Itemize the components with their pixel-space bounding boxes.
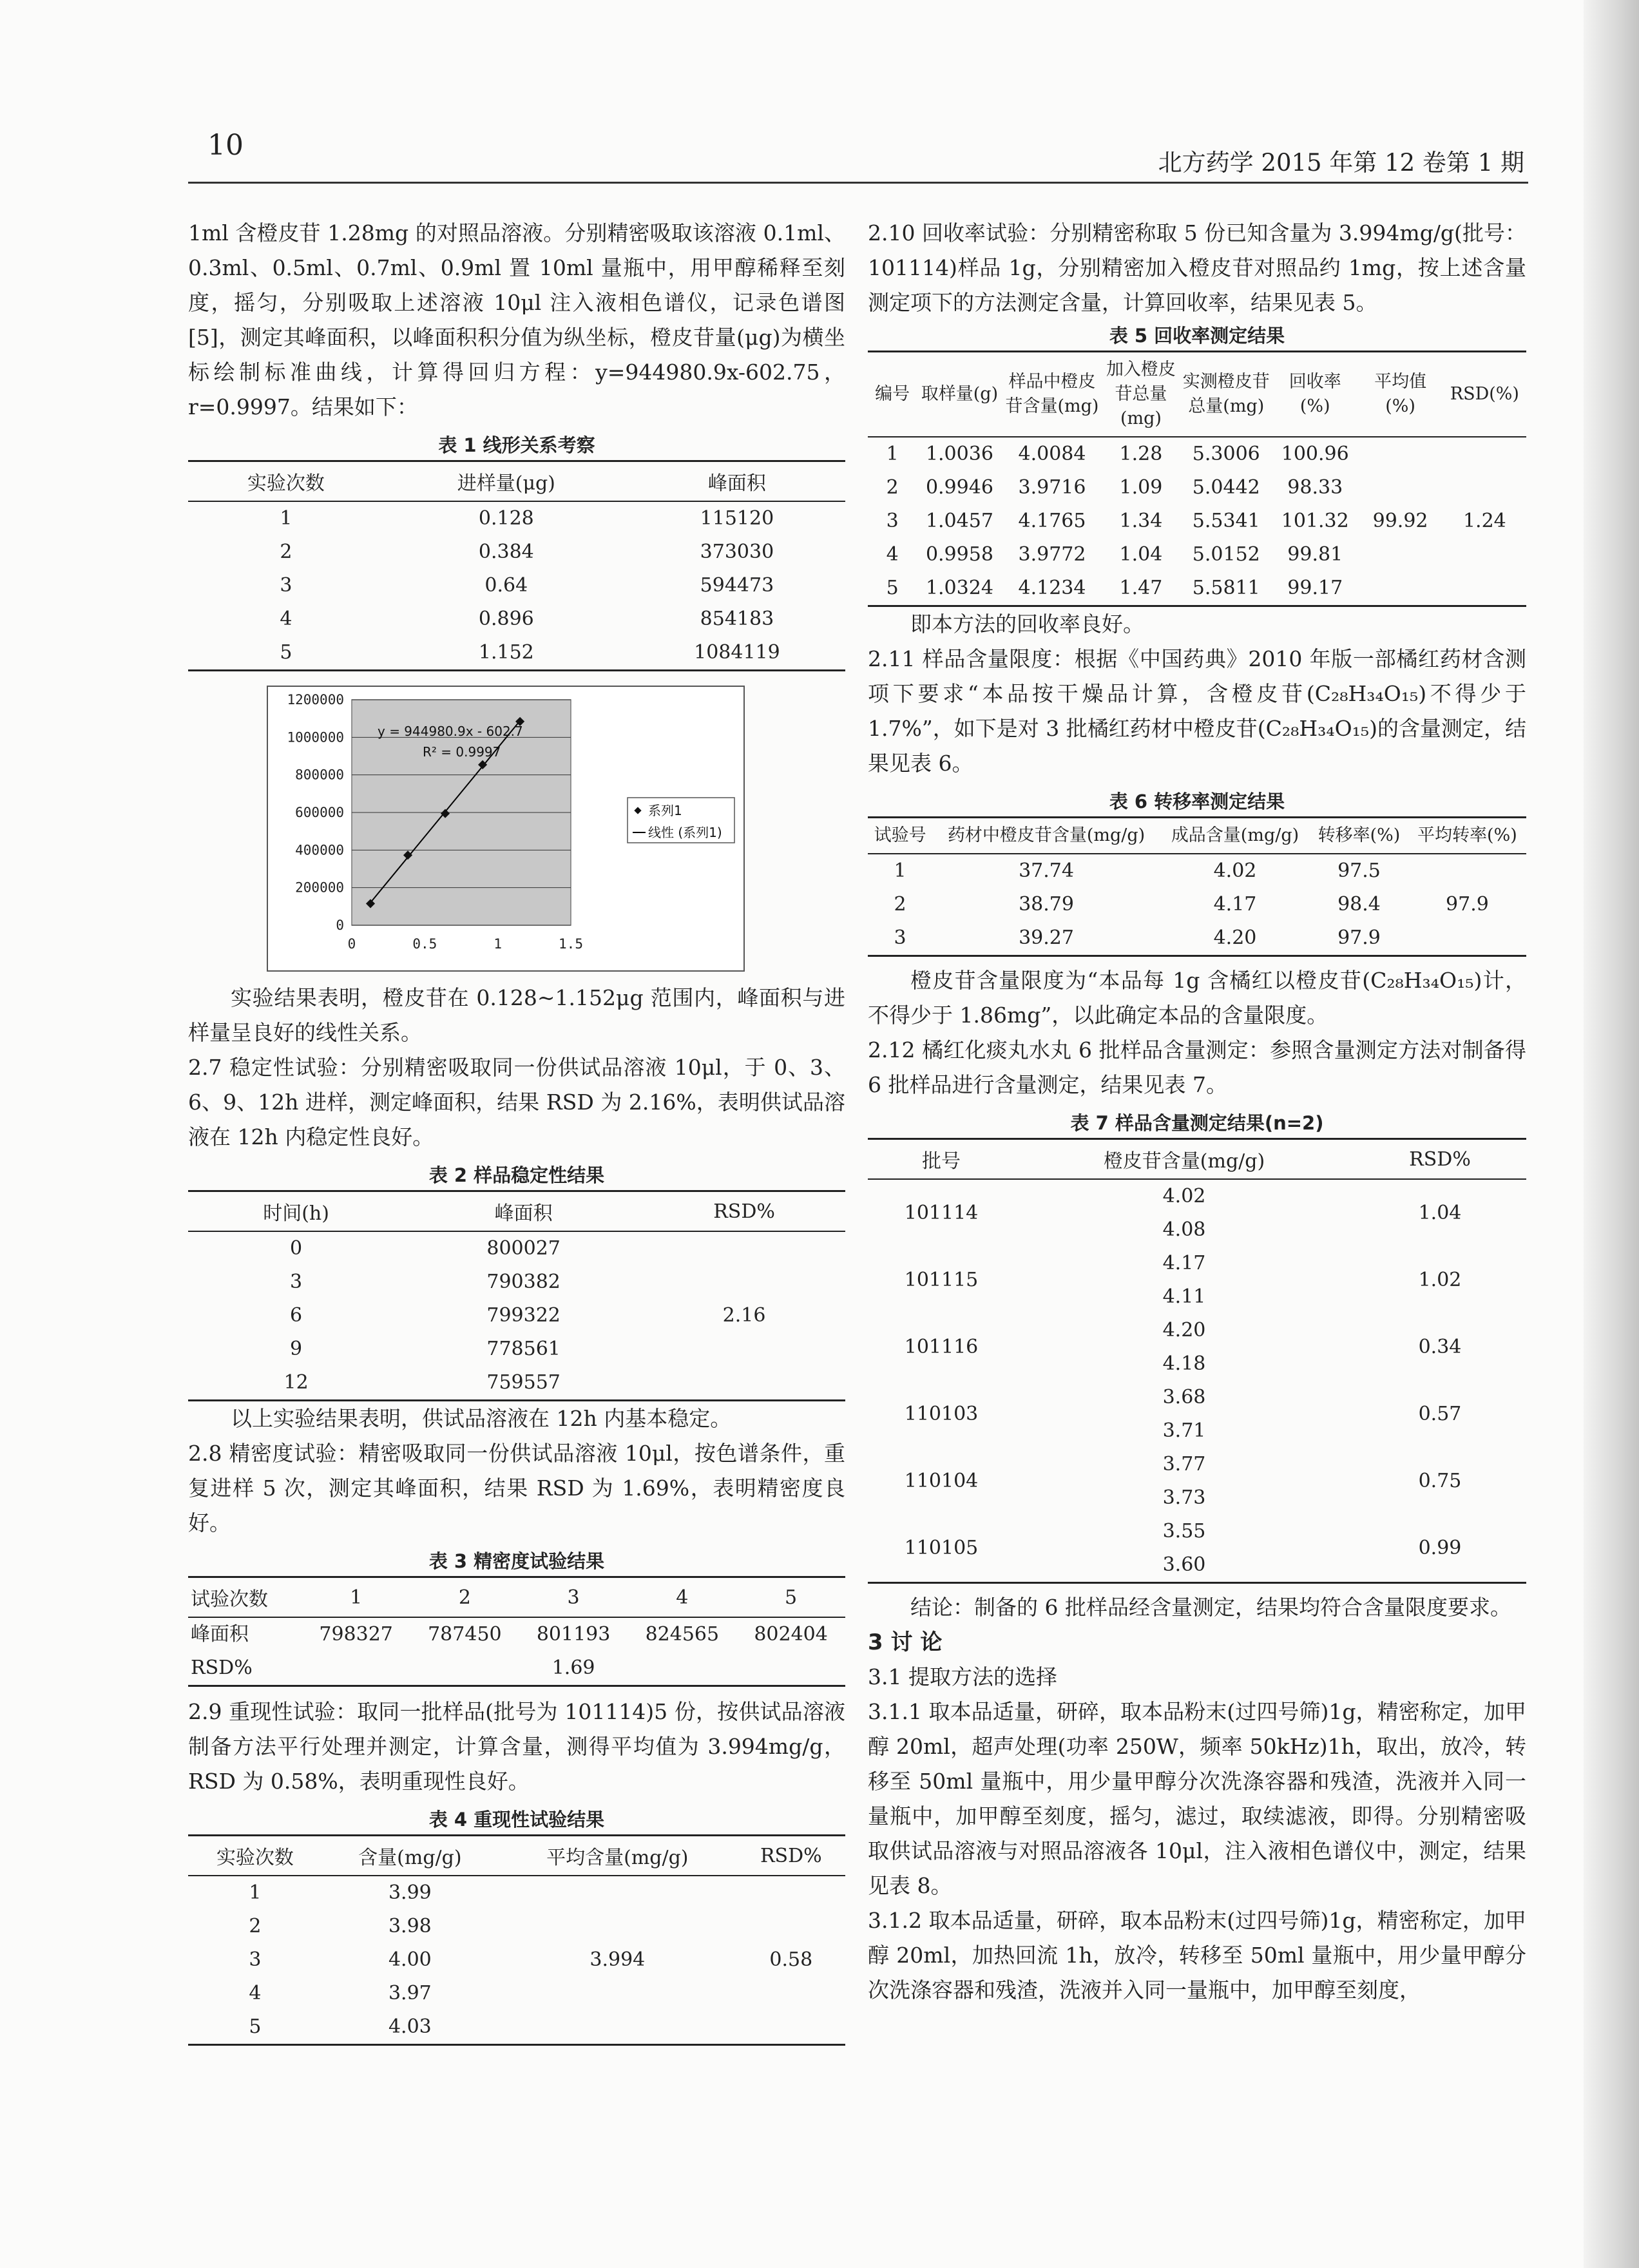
x-tick-label: 1 [494, 936, 502, 952]
table6 [868, 816, 1526, 957]
table3-header: 5 [785, 1586, 798, 1609]
cell: 37.74 [1019, 860, 1074, 882]
table2-header: RSD% [713, 1200, 775, 1223]
cell: 6 [290, 1304, 303, 1327]
section-2-10: 2.10 回收率试验：分别精密称取 5 份已知含量为 3.994mg/g(批号：101114)样品 1g，分别精密加入橙皮苷对照品约 1mg，按上述含量测定项下的方法测定含量，计算回收率，结果见表 5。 [868, 220, 1526, 315]
avg-cell: 99.92 [1372, 510, 1428, 532]
cell: 98.33 [1287, 476, 1343, 499]
recovery-conclusion: 即本方法的回收率良好。 [910, 611, 1144, 637]
cell: 787450 [428, 1623, 502, 1646]
table5-header: 加入橙皮苷总量(mg) [1106, 360, 1176, 428]
table7-header: 橙皮苷含量(mg/g) [1103, 1150, 1265, 1173]
table4 [188, 1834, 845, 2046]
cell: 1.0324 [925, 577, 993, 599]
cell: 799322 [486, 1304, 561, 1327]
cell: 1.152 [478, 641, 534, 664]
cell: 4.00 [388, 1948, 432, 1971]
table4-header: 实验次数 [216, 1847, 294, 1869]
table7-caption: 表 7 样品含量测定结果(n=2) [1070, 1112, 1324, 1134]
rsd-cell: 0.34 [1418, 1336, 1462, 1358]
cell: 5.5341 [1192, 510, 1260, 532]
table6-header: 试验号 [874, 825, 926, 845]
batch-cell: 110103 [904, 1403, 979, 1425]
table1-header: 实验次数 [247, 472, 325, 495]
cell: 4.20 [1213, 927, 1257, 949]
table5-header: 编号 [875, 384, 910, 404]
cell: 3 [894, 927, 906, 949]
table-row [188, 1651, 845, 1686]
table1-caption: 表 1 线形关系考察 [438, 434, 595, 456]
table5 [868, 351, 1526, 607]
cell: 115120 [700, 507, 774, 530]
cell: 4 [886, 543, 899, 566]
header-rule [188, 182, 1528, 184]
table-row [868, 1314, 1526, 1347]
cell: 99.81 [1287, 543, 1343, 566]
linearity-conclusion: 实验结果表明，橙皮苷在 0.128~1.152μg 范围内，峰面积与进样量呈良好的线性关系。 [188, 985, 845, 1045]
r2-label: R² = 0.9997 [423, 744, 501, 760]
table2-caption: 表 2 样品稳定性结果 [428, 1164, 605, 1186]
rsd-cell: 0.99 [1418, 1537, 1462, 1559]
cell: 5.5811 [1192, 577, 1260, 599]
conclusion-paragraph: 结论：制备的 6 批样品经含量测定，结果均符合含量限度要求。 [910, 1595, 1511, 1620]
cell: 5.0442 [1192, 476, 1260, 499]
table3-header: 4 [676, 1586, 689, 1609]
cell: 3.98 [388, 1915, 432, 1937]
chart-svg [268, 687, 743, 970]
section-2-9: 2.9 重现性试验：取同一批样品(批号为 101114)5 份，按供试品溶液制备方法平行处理并测定，计算含量，测得平均值为 3.994mg/g，RSD 为 0.58%，表明重现性良好。 [188, 1699, 845, 1794]
cell: 97.5 [1337, 860, 1381, 882]
table3-header: 1 [350, 1586, 363, 1609]
cell: 3.99 [388, 1881, 432, 1904]
table7-header: 批号 [922, 1150, 961, 1173]
table6-header: 平均转率(%) [1417, 825, 1517, 845]
section-3-1-2: 3.1.2 取本品适量，研碎，取本品粉末(过四号筛)1g，精密称定，加甲醇 20ml，加热回流 1h，放冷，转移至 50ml 量瓶中，用少量甲醇分次洗涤容器和残渣，洗液并入同一量瓶中，加甲醇至刻度， [868, 1908, 1526, 2003]
cell: 97.9 [1337, 927, 1381, 949]
table4-header: 平均含量(mg/g) [546, 1847, 689, 1869]
cell: 824565 [645, 1623, 720, 1646]
cell: 373030 [700, 541, 774, 563]
cell: 1.0457 [925, 510, 993, 532]
cell: 802404 [754, 1623, 828, 1646]
table1 [188, 460, 845, 671]
cell: RSD% [191, 1657, 253, 1679]
cell: 798327 [319, 1623, 393, 1646]
section-3-heading: 3 讨 论 [868, 1629, 943, 1655]
linearity-chart [267, 686, 745, 972]
cell: 4.0084 [1018, 443, 1086, 465]
cell: 4 [249, 1982, 262, 2004]
table1-header: 峰面积 [707, 472, 766, 495]
cell: 0.9946 [925, 476, 993, 499]
cell: 1.09 [1119, 476, 1163, 499]
batch-cell: 101115 [904, 1269, 979, 1291]
cell: 2 [280, 541, 292, 563]
table7 [868, 1138, 1526, 1584]
table-row [188, 569, 845, 602]
section-2-7: 2.7 稳定性试验：分别精密吸取同一份供试品溶液 10μl，于 0、3、6、9、12h 进样，测定峰面积，结果 RSD 为 2.16%，表明供试品溶液在 12h 内稳定性良好。 [188, 1055, 845, 1149]
content-limit-paragraph: 橙皮苷含量限度为“本品每 1g 含橘红以橙皮苷(C₂₈H₃₄O₁₅)计，不得少于 1.86mg”，以此确定本品的含量限度。 [868, 968, 1526, 1028]
cell: 99.17 [1287, 577, 1343, 599]
table-row [188, 1617, 845, 1651]
table-row [868, 1247, 1526, 1280]
batch-cell: 101114 [904, 1202, 979, 1224]
table2 [188, 1190, 845, 1401]
cell: 3 [280, 574, 292, 597]
x-tick-label: 1.5 [559, 936, 583, 952]
cell: 100.96 [1281, 443, 1349, 465]
table-row [868, 1179, 1526, 1213]
cell: 4.02 [1213, 860, 1257, 882]
page-number: 10 [207, 129, 244, 162]
x-tick-label: 0 [347, 936, 356, 952]
cell: 778561 [486, 1338, 561, 1360]
table2-header: 时间(h) [263, 1202, 329, 1225]
cell: 4.1765 [1018, 510, 1086, 532]
cell: 4.18 [1162, 1352, 1206, 1375]
table4-header: RSD% [760, 1844, 822, 1867]
table6-header: 成品含量(mg/g) [1171, 825, 1299, 845]
table5-header: 取样量(g) [921, 384, 999, 404]
cell: 5 [249, 2015, 262, 2038]
avg-cell: 97.9 [1446, 893, 1489, 916]
cell: 3.60 [1162, 1553, 1206, 1576]
cell: 3.9716 [1018, 476, 1086, 499]
section-3-1-1: 3.1.1 取本品适量，研碎，取本品粉末(过四号筛)1g，精密称定，加甲醇 20ml，超声处理(功率 250W，频率 50kHz)1h，取出，放冷，转移至 50ml 量瓶中，用少量甲醇分次洗涤容器和残渣，洗液并入同一量瓶中，加甲醇至刻度，摇匀，滤过，取续滤液，即得。分别精密吸取供试品溶液与对照品溶液各 10μl，注入液相色谱仪中，测定，结果见表 8。 [868, 1699, 1526, 1898]
cell: 0.896 [478, 608, 534, 630]
cell: 801193 [536, 1623, 611, 1646]
cell: 5.3006 [1192, 443, 1260, 465]
stability-conclusion: 以上实验结果表明，供试品溶液在 12h 内基本稳定。 [231, 1406, 732, 1431]
y-tick-label: 400000 [295, 842, 344, 858]
table2-header: 峰面积 [494, 1202, 553, 1225]
cell: 1.0036 [925, 443, 993, 465]
rsd-cell: 0.57 [1418, 1403, 1462, 1425]
cell: 4.03 [388, 2015, 432, 2038]
rsd-cell: 1.02 [1418, 1269, 1462, 1291]
cell: 0.64 [484, 574, 528, 597]
cell: 0.384 [478, 541, 534, 563]
table-row [868, 437, 1526, 471]
cell: 5 [280, 641, 292, 664]
y-tick-label: 0 [336, 918, 344, 933]
cell: 3 [886, 510, 899, 532]
table4-header: 含量(mg/g) [358, 1847, 462, 1869]
cell: 1 [280, 507, 292, 530]
cell: 1.28 [1119, 443, 1163, 465]
table3-caption: 表 3 精密度试验结果 [428, 1550, 605, 1572]
y-tick-label: 1200000 [287, 692, 344, 707]
cell: 3.73 [1162, 1486, 1206, 1509]
cell: 4.02 [1162, 1185, 1206, 1207]
table5-header: 实测橙皮苷总量(mg) [1182, 372, 1270, 416]
cell: 1 [894, 860, 906, 882]
cell: 3.77 [1162, 1453, 1206, 1475]
cell: 1.04 [1119, 543, 1163, 566]
table-row [188, 636, 845, 671]
cell: 3 [290, 1271, 303, 1293]
cell: 5.0152 [1192, 543, 1260, 566]
rsd-cell: 0.58 [769, 1948, 813, 1971]
cell: 790382 [486, 1271, 561, 1293]
table7-header: RSD% [1409, 1148, 1471, 1171]
cell: 3.55 [1162, 1520, 1206, 1542]
rsd-cell: 1.04 [1418, 1202, 1462, 1224]
cell: 12 [283, 1371, 309, 1394]
equation-label: y = 944980.9x - 602.7 [378, 724, 523, 739]
table3-header: 3 [567, 1586, 580, 1609]
cell: 101.32 [1281, 510, 1349, 532]
table3 [188, 1576, 845, 1687]
y-tick-label: 200000 [295, 879, 344, 896]
cell: 4.17 [1213, 893, 1257, 916]
table-row [188, 501, 845, 535]
rsd-cell: 2.16 [722, 1304, 766, 1327]
y-tick-label: 600000 [295, 805, 344, 820]
cell: 0.9958 [925, 543, 993, 566]
cell: 1 [886, 443, 899, 465]
cell: 594473 [700, 574, 774, 597]
cell: 3.71 [1162, 1419, 1206, 1442]
cell: 2 [886, 476, 899, 499]
table-row [188, 1876, 845, 1910]
y-tick-label: 1000000 [287, 729, 344, 745]
table5-header: 平均值(%) [1374, 372, 1427, 416]
table3-header: 试验次数 [191, 1588, 268, 1611]
x-tick-label: 0.5 [412, 936, 437, 952]
cell: 854183 [700, 608, 774, 630]
cell: 0 [290, 1237, 303, 1260]
table-row [188, 1231, 845, 1265]
table6-caption: 表 6 转移率测定结果 [1109, 791, 1285, 812]
cell: 759557 [486, 1371, 561, 1394]
page-edge-shadow [1584, 0, 1639, 2268]
table-row [188, 602, 845, 636]
cell: 800027 [486, 1237, 561, 1260]
table5-header: 回收率(%) [1289, 372, 1341, 416]
cell: 9 [290, 1338, 303, 1360]
table3-header: 2 [458, 1586, 471, 1609]
y-tick-label: 800000 [295, 767, 344, 783]
cell: 5 [886, 577, 899, 599]
cell: 98.4 [1337, 893, 1381, 916]
cell: 3.68 [1162, 1386, 1206, 1408]
journal-title: 北方药学 2015 年第 12 卷第 1 期 [1158, 149, 1524, 177]
table-row [868, 1448, 1526, 1481]
cell: 1084119 [694, 641, 780, 664]
table-row [188, 535, 845, 569]
rsd-cell: 1.69 [551, 1657, 595, 1679]
section-2-8: 2.8 精密度试验：精密吸取同一份供试品溶液 10μl，按色谱条件，重复进样 5 次，测定其峰面积，结果 RSD 为 1.69%，表明精密度良好。 [188, 1441, 845, 1535]
avg-cell: 3.994 [589, 1948, 646, 1971]
cell: 1 [249, 1881, 262, 1904]
right-column [868, 216, 1526, 2008]
cell: 1.47 [1119, 577, 1163, 599]
cell: 4.11 [1162, 1285, 1206, 1308]
rsd-cell: 0.75 [1418, 1470, 1462, 1492]
section-3-1-heading: 3.1 提取方法的选择 [868, 1664, 1057, 1689]
cell: 4.17 [1162, 1252, 1206, 1274]
cell: 38.79 [1019, 893, 1074, 916]
table6-header: 药材中橙皮苷含量(mg/g) [947, 825, 1145, 845]
table5-caption: 表 5 回收率测定结果 [1109, 325, 1285, 347]
cell: 3 [249, 1948, 262, 1971]
batch-cell: 101116 [904, 1336, 979, 1358]
rsd-cell: 1.24 [1462, 510, 1506, 532]
cell: 3.97 [388, 1982, 432, 2004]
cell: 1.34 [1119, 510, 1163, 532]
batch-cell: 110104 [904, 1470, 979, 1492]
table1-header: 进样量(μg) [457, 472, 555, 495]
cell: 3.9772 [1018, 543, 1086, 566]
table4-caption: 表 4 重现性试验结果 [428, 1809, 605, 1831]
left-column [188, 216, 845, 2046]
cell: 39.27 [1019, 927, 1074, 949]
cell: 4.1234 [1018, 577, 1086, 599]
section-2-12: 2.12 橘红化痰丸水丸 6 批样品含量测定：参照含量测定方法对制备得 6 批样品进行含量测定，结果见表 7。 [868, 1037, 1526, 1097]
cell: 4.08 [1162, 1218, 1206, 1241]
cell: 0.128 [478, 507, 534, 530]
intro-paragraph: 1ml 含橙皮苷 1.28mg 的对照品溶液。分别精密吸取该溶液 0.1ml、0.3ml、0.5ml、0.7ml、0.9ml 置 10ml 量瓶中，用甲醇稀释至刻度，摇匀，分别吸取上述溶液 10μl 注入液相色谱仪，记录色谱图[5]，测定其峰面积，以峰面积积分值为纵坐标，橙皮苷量(μg)为横坐标绘制标准曲线，计算得回归方程：y=944980.9x-602.75，r=0.9997。结果如下： [188, 220, 845, 419]
table6-header: 转移率(%) [1318, 825, 1401, 845]
batch-cell: 110105 [904, 1537, 979, 1559]
legend-label: 线性 (系列1) [648, 825, 722, 840]
table-row [868, 1515, 1526, 1548]
cell: 2 [894, 893, 906, 916]
cell: 峰面积 [191, 1623, 249, 1646]
cell: 2 [249, 1915, 262, 1937]
table-row [868, 854, 1526, 888]
table5-header: 样品中橙皮苷含量(mg) [1005, 372, 1099, 416]
section-2-11: 2.11 样品含量限度：根据《中国药典》2010 年版一部橘红药材含测项下要求“本品按干燥品计算，含橙皮苷(C₂₈H₃₄O₁₅)不得少于 1.7%”，如下是对 3 批橘红药材中橙皮苷(C₂₈H₃₄O₁₅)的含量测定，结果见表 6。 [868, 646, 1526, 776]
legend-label: 系列1 [648, 803, 682, 818]
cell: 4.20 [1162, 1319, 1206, 1341]
table5-header: RSD(%) [1450, 384, 1519, 404]
table-row [868, 1381, 1526, 1414]
cell: 4 [280, 608, 292, 630]
